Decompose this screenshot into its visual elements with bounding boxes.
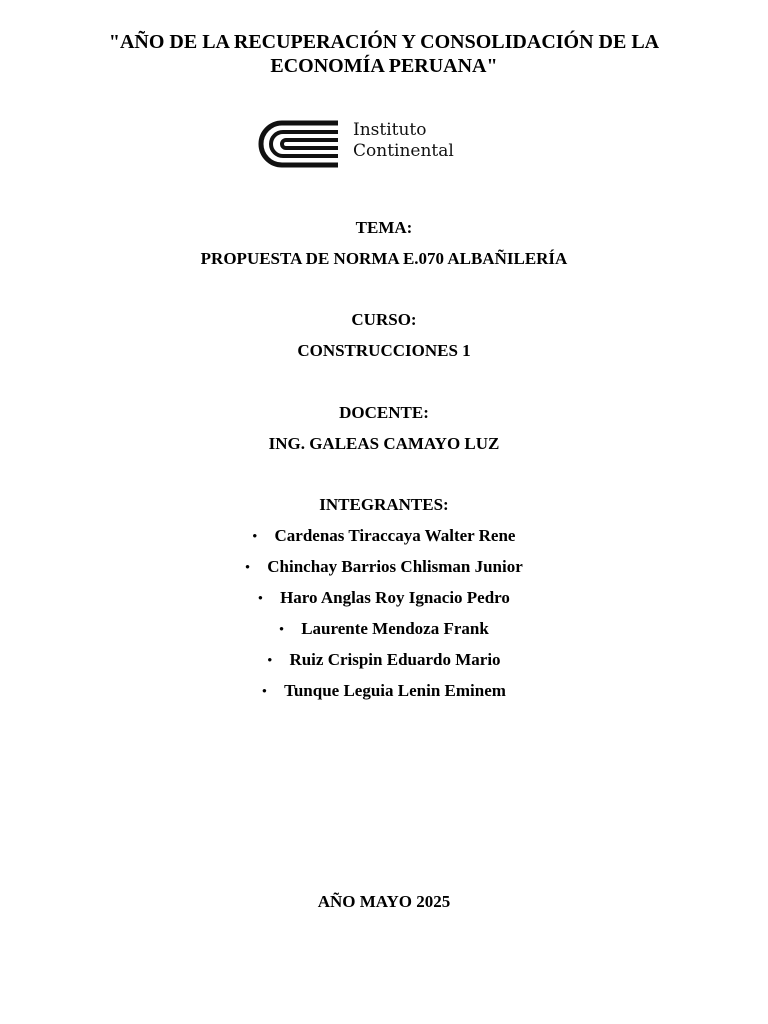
institution-logo [256, 118, 486, 170]
curso-label: CURSO: [351, 310, 417, 329]
bullet-icon: • [262, 683, 267, 698]
docente-label: DOCENTE: [339, 403, 429, 422]
tema-label: TEMA: [355, 218, 413, 237]
logo-text [353, 120, 454, 162]
list-item [0, 526, 768, 557]
list-item [0, 619, 768, 650]
bullet-icon: • [252, 528, 258, 543]
curso-value: CONSTRUCCIONES 1 [297, 341, 471, 360]
member-list [0, 526, 768, 712]
list-item [0, 681, 768, 712]
logo-text-line-2: Continental [353, 141, 454, 161]
instituto-continental-logo-icon [256, 118, 342, 170]
docente-value: ING. GALEAS CAMAYO LUZ [268, 434, 500, 453]
list-item [0, 588, 768, 619]
page-title-line-2: ECONOMÍA PERUANA" [270, 55, 498, 77]
tema-value: PROPUESTA DE NORMA E.070 ALBAÑILERÍA [200, 249, 568, 268]
page-title [70, 30, 698, 78]
bullet-icon: • [245, 559, 250, 574]
list-item [0, 650, 768, 681]
bullet-icon: • [279, 621, 284, 636]
member-name: Haro Anglas Roy Ignacio Pedro [280, 588, 510, 607]
member-name: Chinchay Barrios Chlisman Junior [267, 557, 523, 576]
page-title-line-1: "AÑO DE LA RECUPERACIÓN Y CONSOLIDACIÓN DE LA [108, 31, 660, 53]
member-name: Laurente Mendoza Frank [301, 619, 489, 638]
bullet-icon: • [267, 652, 272, 667]
integrantes-label: INTEGRANTES: [319, 495, 449, 514]
member-name: Ruiz Crispin Eduardo Mario [289, 650, 501, 669]
footer-date: AÑO MAYO 2025 [317, 892, 451, 911]
list-item [0, 557, 768, 588]
logo-text-line-1: Instituto [353, 120, 427, 140]
bullet-icon: • [258, 590, 263, 605]
member-name: Cardenas Tiraccaya Walter Rene [274, 526, 516, 545]
member-name: Tunque Leguia Lenin Eminem [284, 681, 506, 700]
